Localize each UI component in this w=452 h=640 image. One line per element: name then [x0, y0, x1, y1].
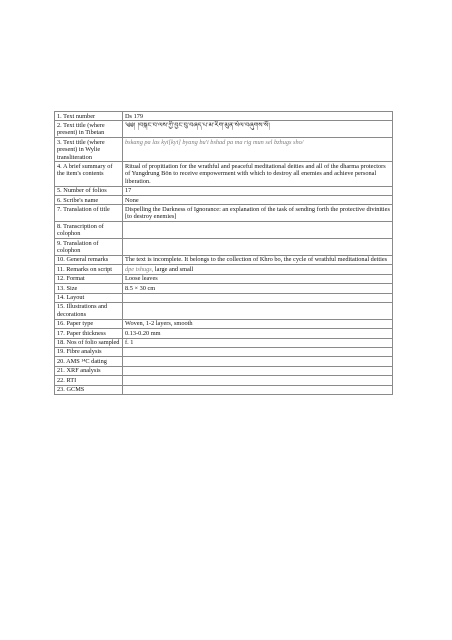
table-row	[55, 222, 393, 239]
table-row	[55, 239, 393, 256]
row-value: Dispelling the Darkness of Ignorance: an explanation of the task of sending forth the protective divinities [to destroy enemies]	[123, 205, 393, 222]
table-row	[55, 347, 393, 356]
row-value: Woven, 1-2 layers, smooth	[123, 319, 393, 328]
table-row	[55, 329, 393, 338]
wylie-title: bskang pa las kyi[kyi] byang bu'i bshad pa ma rig mun sel bzhugs sho/	[123, 138, 393, 162]
table-row	[55, 162, 393, 186]
row-value: f. 1	[123, 338, 393, 347]
row-label: 17. Paper thickness	[55, 329, 123, 338]
table-row	[55, 138, 393, 162]
table-row	[55, 293, 393, 302]
row-label: 19. Fibre analysis	[55, 347, 123, 356]
row-label: 14. Layout	[55, 293, 123, 302]
table-row	[55, 319, 393, 328]
row-value: 17	[123, 186, 393, 195]
row-label: 23. GCMS	[55, 385, 123, 394]
table-row	[55, 121, 393, 138]
row-value	[123, 302, 393, 319]
table-row	[55, 186, 393, 195]
row-label: 15. Illustrations and decorations	[55, 302, 123, 319]
row-label: 1. Text number	[55, 112, 123, 121]
script-remark: large and small	[153, 265, 194, 273]
row-label: 3. Text title (where present) in Wylie transliteration	[55, 138, 123, 162]
table-row	[55, 255, 393, 264]
row-value	[123, 357, 393, 366]
row-label: 18. Nos of folio sampled	[55, 338, 123, 347]
row-label: 7. Translation of title	[55, 205, 123, 222]
row-value	[123, 239, 393, 256]
row-value: Ds 179	[123, 112, 393, 121]
script-term: dpe tshugs,	[125, 265, 154, 273]
table-row	[55, 338, 393, 347]
row-value	[123, 293, 393, 302]
row-value	[123, 222, 393, 239]
row-label: 9. Translation of colophon	[55, 239, 123, 256]
row-label: 11. Remarks on script	[55, 265, 123, 274]
tibetan-title: ༄༅། །བསྐང་བ་ལས་ཀྱི་བྱང་བུ་བཞད་པ་མ་རིག་མུན་སེལ་བཞུགས་སོ།	[123, 121, 393, 138]
row-value	[123, 347, 393, 356]
row-label: 2. Text title (where present) in Tibetan	[55, 121, 123, 138]
row-label: 12. Format	[55, 274, 123, 283]
manuscript-metadata-table	[54, 111, 393, 395]
table-row	[55, 205, 393, 222]
row-label: 5. Number of folios	[55, 186, 123, 195]
row-label: 8. Transcription of colophon	[55, 222, 123, 239]
row-label: 22. RTI	[55, 376, 123, 385]
row-label: 20. AMS ¹⁴C dating	[55, 357, 123, 366]
row-value: Ritual of propitiation for the wrathful and peaceful meditational deities and all of the dharma protectors of Yungdrung Bön to receive empowerment with which to destroy all enemies and achieve personal liberation.	[123, 162, 393, 186]
row-value: 8.5 × 30 cm	[123, 284, 393, 293]
row-value	[123, 385, 393, 394]
row-label: 6. Scribe's name	[55, 196, 123, 205]
table-row	[55, 357, 393, 366]
row-value	[123, 376, 393, 385]
table-row	[55, 385, 393, 394]
row-label: 13. Size	[55, 284, 123, 293]
row-value: Loose leaves	[123, 274, 393, 283]
row-value: The text is incomplete. It belongs to the collection of Khro bo, the cycle of wrathful meditational deities	[123, 255, 393, 264]
row-label: 16. Paper type	[55, 319, 123, 328]
table-row	[55, 112, 393, 121]
row-value	[123, 265, 393, 274]
row-label: 10. General remarks	[55, 255, 123, 264]
table-row	[55, 265, 393, 274]
table-row	[55, 274, 393, 283]
table-row	[55, 376, 393, 385]
row-value: 0.13-0.20 mm	[123, 329, 393, 338]
row-label: 4. A brief summary of the item's contents	[55, 162, 123, 186]
row-value	[123, 366, 393, 375]
table-row	[55, 302, 393, 319]
row-label: 21. XRF analysis	[55, 366, 123, 375]
table-row	[55, 196, 393, 205]
table-row	[55, 366, 393, 375]
table-row	[55, 284, 393, 293]
row-value: None	[123, 196, 393, 205]
